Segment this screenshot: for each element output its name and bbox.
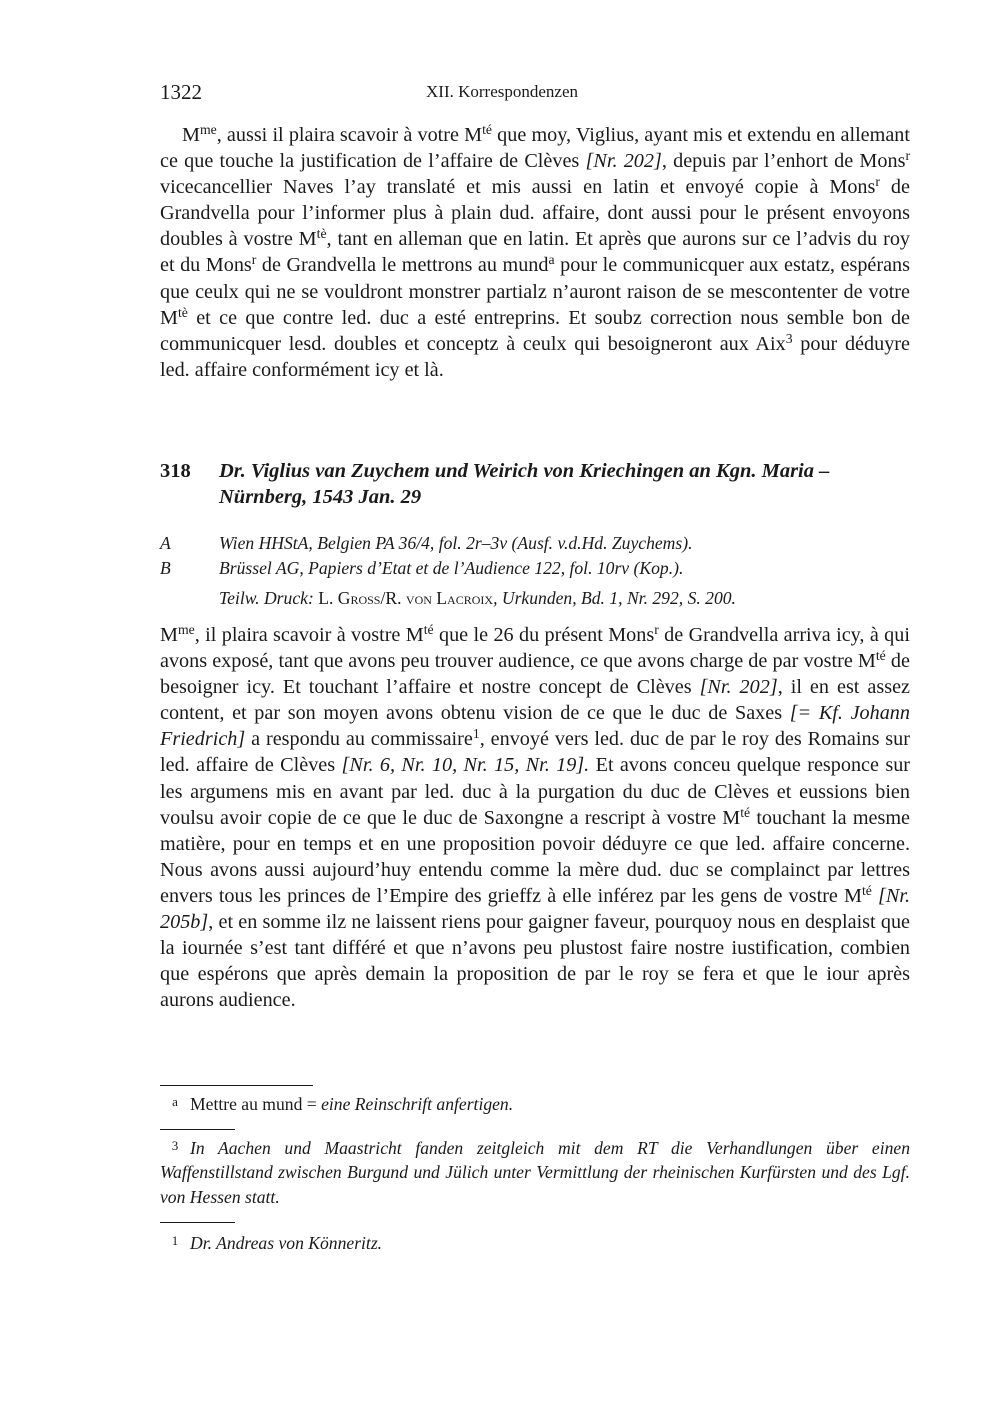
cross-reference: [Nr. 202]: [585, 150, 662, 173]
text-run: et ce que contre led. duc a esté entreprins. Et soubz correction nous semble bon de communicquer lesd. doubles et conceptz à ceulx qui besoigneront aux Aix: [160, 306, 910, 355]
text-run: a respondu au commissaire: [245, 728, 473, 751]
editorial-note: [= Kf. Johann Friedrich]: [160, 702, 910, 751]
text-run: M: [182, 124, 200, 146]
text-run: , depuis par l’enhort de Mons: [661, 150, 906, 173]
superscript: r: [251, 252, 257, 268]
text-run: que le 26 du présent Mons: [433, 624, 655, 646]
footnote-mark: a: [172, 1094, 178, 1109]
letter-paragraph: [160, 622, 910, 1013]
cross-reference: [Nr. 205b]: [160, 884, 911, 934]
footnote-rule: [160, 1222, 235, 1223]
source-siglum: A: [160, 533, 171, 553]
cross-reference: [Nr. 6, Nr. 10, Nr. 15, Nr. 19].: [341, 754, 590, 777]
document-number: 318: [160, 460, 191, 482]
text-run: pour déduyre led. affaire conformément icy et là.: [160, 332, 910, 381]
footnote-3: [160, 1134, 910, 1209]
superscript: tè: [316, 226, 327, 242]
print-reference-text: [219, 586, 736, 610]
text-run: M: [160, 624, 178, 646]
text-run: de Grandvella le mettrons au mund: [256, 254, 549, 277]
source-description: Brüssel AG, Papiers d’Etat et de l’Audience 122, fol. 10rv (Kop.).: [219, 558, 684, 578]
superscript: té: [875, 648, 886, 664]
footnote-gloss: eine Reinschrift anfertigen.: [321, 1093, 514, 1114]
source-siglum: B: [160, 558, 171, 578]
superscript: r: [654, 622, 659, 638]
text-run: , et en somme ilz ne laissent riens pour gaigner faveur, pourquoy nous en desplaist que la iournée s’est tant différé et que n’avons peu plustost faire nostre iustification, combien que espérons que après demain la proposition de par le roy se fera et que le iour après aurons audience.: [160, 911, 910, 1012]
footnote-marker: 3: [785, 330, 793, 346]
superscript: me: [199, 122, 217, 138]
footnote-text: Dr. Andreas von Könneritz.: [190, 1232, 383, 1253]
print-authors: L. Groß/R. von Lacroix: [318, 588, 494, 608]
superscript: té: [423, 622, 434, 638]
text-run: Et avons conceu quelque responce sur les argumens mis en avant par led. duc à la purgation du duc de Clèves et eussions bien voulsu avoir copie de ce que le duc de Saxongne a rescript à vostre M: [160, 754, 911, 829]
footnote-marker: 1: [472, 726, 480, 742]
footnote-rule: [160, 1129, 235, 1130]
text-run: , il en est assez content, et par son moyen avons obtenu vision de ce que le duc de Saxes: [160, 676, 910, 725]
footnote-marker: a: [548, 252, 555, 268]
superscript: tè: [177, 304, 188, 320]
text-run: vicecancellier Naves l’ay translaté et mis aussi en latin et envoyé copie à Mons: [160, 176, 876, 199]
text-run: , tant en alleman que en latin. Et après que aurons sur ce l’advis du roy et du Mons: [160, 228, 911, 277]
text-run: touchant la mesme matière, pour en temps et en une proposition povoir déduyre ce que led. affaire concerne. Nous avons aussi aujourd’huy entendu comme la mère dud. duc se complainct par lettres envers tous les princes de l’Empire des grieffz à elle inférez par les gens de vostre M: [160, 806, 910, 907]
text-run: , envoyé vers led. duc de par le roy des Romains sur led. affaire de Clèves: [160, 728, 910, 777]
footnote-text: Mettre au mund =: [190, 1093, 322, 1114]
footnote-rule: [160, 1085, 313, 1086]
text-run: de besoigner icy. Et touchant l’affaire et nostre concept de Clèves: [160, 650, 910, 699]
superscript: té: [740, 804, 751, 820]
superscript: me: [177, 622, 195, 638]
cross-reference: [Nr. 202]: [699, 676, 778, 699]
letter-paragraph: [160, 122, 910, 383]
footnote-mark: 3: [171, 1138, 179, 1153]
footnote-1: [160, 1229, 910, 1255]
superscript: r: [875, 174, 880, 190]
page-number: 1322: [160, 80, 202, 104]
footnote-text: In Aachen und Maastricht fanden zeitgleich mit dem RT die Verhandlungen über einen Waffenstillstand zwischen Burgund und Jülich unter Vermittlung der rheinischen Kurfürsten und des Lgf. von Hessen statt.: [160, 1137, 910, 1207]
text-run: que moy, Viglius, ayant mis et extendu en allemant ce que touche la justification de l’affaire de Clèves: [160, 124, 911, 173]
print-label: Teilw. Druck:: [219, 588, 314, 608]
superscript: r: [905, 148, 911, 164]
text-run: , aussi il plaira scavoir à votre M: [216, 124, 483, 146]
footnote-mark: 1: [171, 1233, 179, 1248]
document-title: Dr. Viglius van Zuychem und Weirich von Kriechingen an Kgn. Maria – Nürnberg, 1543 Jan. 29: [219, 460, 830, 508]
source-description: Wien HHStA, Belgien PA 36/4, fol. 2r–3v (Ausf. v.d.Hd. Zuychems).: [219, 533, 693, 553]
text-run: , il plaira scavoir à vostre M: [194, 624, 424, 646]
text-run: pour le communicquer aux estatz, espérans que ceulx qui ne se vouldront monstrer partialz n’auront raison de se mescontenter de votre M: [160, 254, 911, 329]
superscript: té: [482, 122, 492, 138]
running-title: XII. Korrespondenzen: [426, 82, 578, 101]
superscript: té: [861, 883, 872, 899]
print-rest: , Urkunden, Bd. 1, Nr. 292, S. 200.: [493, 588, 736, 608]
text-run: de Grandvella pour l’informer plus à plain dud. affaire, dont aussi pour le présent envoyons doubles à vostre M: [160, 176, 910, 251]
text-run: de Grandvella arriva icy, à qui avons exposé, tant que avons peu trouver audience, ce que avons charge de par vostre M: [160, 624, 910, 673]
footnote-a: [160, 1090, 910, 1116]
